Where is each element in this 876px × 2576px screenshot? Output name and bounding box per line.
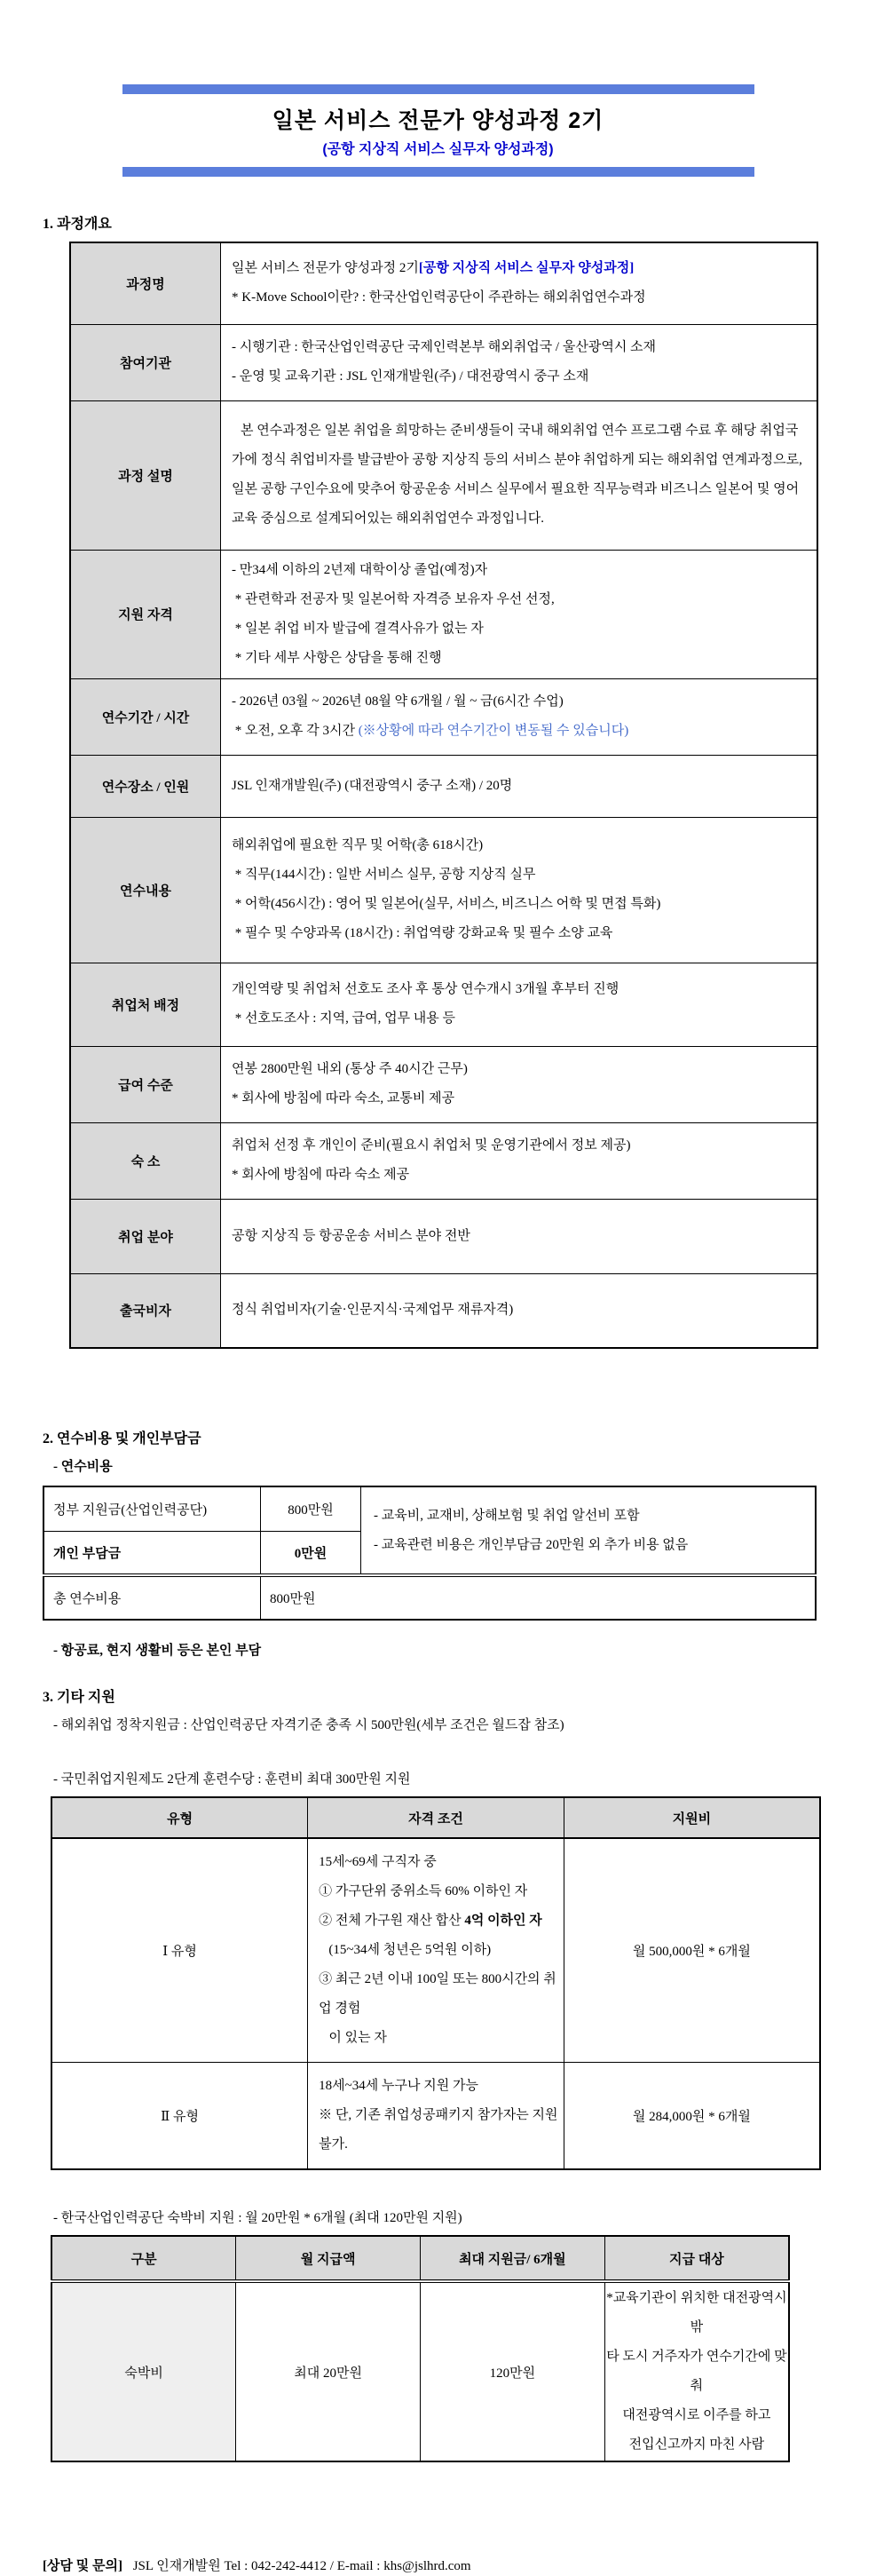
- self-pay-note: - 항공료, 현지 생활비 등은 본인 부담: [53, 1644, 262, 1658]
- course-name-line: [232, 254, 809, 283]
- target-line: *교육기관이 위치한 대전광역시 밖: [606, 2291, 791, 2334]
- eligibility-line: * 관련학과 전공자 및 일본어학 자격증 보유자 우선 선정,: [232, 591, 555, 606]
- lodging-header-max: 최대 지원금/ 6개월: [421, 2236, 605, 2281]
- row-content: [221, 755, 818, 817]
- lodging-table: [51, 2235, 790, 2462]
- housing-line: 취업처 선정 후 개인이 준비(필요시 취업처 및 운영기관에서 정보 제공): [232, 1138, 631, 1153]
- support-header-conditions: 자격 조건: [308, 1797, 564, 1838]
- condition-line: 15세~69세 구직자 중: [319, 1855, 437, 1869]
- page-subtitle: (공항 지상직 서비스 실무자 양성과정): [322, 142, 554, 157]
- target-line: 대전광역시로 이주를 하고: [622, 2408, 771, 2422]
- row-content: [221, 400, 818, 550]
- document-page: [0, 84, 876, 2576]
- target-line: 타 도시 거주자가 연수기간에 맞춰: [606, 2350, 787, 2393]
- cost-row-government: [43, 1486, 816, 1531]
- eligibility-line: * 기타 세부 사항은 상담을 통해 진행: [232, 650, 442, 665]
- contact-label: [상담 및 문의]: [43, 2559, 122, 2573]
- row-content: [221, 324, 818, 400]
- placement-line: 개인역량 및 취업처 선호도 조사 후 통상 연수개시 3개월 후부터 진행: [232, 982, 620, 996]
- table-row-housing: [70, 1122, 817, 1199]
- top-accent-bar: [122, 84, 754, 94]
- row-content: [221, 678, 818, 755]
- support-amount: 월 500,000원 * 6개월: [564, 1838, 820, 2063]
- lodging-header-target: 지급 대상: [604, 2236, 789, 2281]
- contact-footer: [43, 2556, 876, 2574]
- contact-info: JSL 인재개발원 Tel : 042-242-4412 / E-mail : khs@jslhrd.com: [132, 2559, 471, 2573]
- row-label: 취업처 배정: [70, 963, 221, 1046]
- page-title: 일본 서비스 전문가 양성과정 2기: [272, 108, 604, 133]
- row-label: 취업 분야: [70, 1199, 221, 1273]
- condition-line: (15~34세 청년은 5억원 이하): [319, 1943, 492, 1957]
- curriculum-line: 해외취업에 필요한 직무 및 어학(총 618시간): [232, 838, 484, 852]
- table-row-location: [70, 755, 817, 817]
- condition-line: ① 가구단위 중위소득 60% 이하인 자: [319, 1884, 528, 1898]
- row-label: 급여 수준: [70, 1046, 221, 1122]
- support-type: Ⅰ 유형: [51, 1838, 308, 2063]
- support-type: Ⅱ 유형: [51, 2063, 308, 2170]
- header-accent-bar: [122, 167, 754, 177]
- cost-notes: [361, 1486, 817, 1575]
- section-1-heading: 1. 과정개요: [43, 217, 112, 232]
- section-2-heading: 2. 연수비용 및 개인부담금: [43, 1431, 201, 1447]
- placement-line: * 선호도조사 : 지역, 급여, 업무 내용 등: [232, 1011, 456, 1026]
- support-amount: 월 284,000원 * 6개월: [564, 2063, 820, 2170]
- row-content: [221, 1273, 818, 1348]
- period-note-text: * 오전, 오후 각 3시간: [232, 724, 359, 738]
- row-content: [221, 963, 818, 1046]
- lodging-support-bullet: - 한국산업인력공단 숙박비 지원 : 월 20만원 * 6개월 (최대 120만원 지원): [53, 2211, 462, 2225]
- support-conditions: [308, 2063, 564, 2170]
- row-label: 지원 자격: [70, 550, 221, 678]
- cost-table: [43, 1486, 817, 1621]
- support-type-table: [51, 1796, 821, 2170]
- support-row-type1: [51, 1838, 820, 2063]
- cost-note-line: - 교육관련 비용은 개인부담금 20만원 외 추가 비용 없음: [374, 1537, 689, 1552]
- salary-line: 연봉 2800만원 내외 (통상 주 40시간 근무): [232, 1062, 468, 1076]
- support-row-type2: [51, 2063, 820, 2170]
- lodging-header-category: 구분: [51, 2236, 236, 2281]
- table-row-salary: [70, 1046, 817, 1122]
- row-content: [221, 242, 818, 324]
- eligibility-line: - 만34세 이하의 2년제 대학이상 졸업(예정)자: [232, 562, 488, 577]
- row-content: [221, 550, 818, 678]
- table-row-organizations: [70, 324, 817, 400]
- table-row-visa: [70, 1273, 817, 1348]
- period-line: - 2026년 03월 ~ 2026년 08월 약 6개월 / 월 ~ 금(6시간 수업): [232, 694, 564, 709]
- curriculum-line: * 필수 및 수양과목 (18시간) : 취업역량 강화교육 및 필수 소양 교육: [232, 926, 613, 940]
- support-header-type: 유형: [51, 1797, 308, 1838]
- table-row-period: [70, 678, 817, 755]
- condition-line: 18세~34세 누구나 지원 가능: [319, 2079, 478, 2093]
- lodging-data-row: [51, 2281, 789, 2461]
- condition-line: [319, 1906, 558, 1936]
- cost-note-line: - 교육비, 교재비, 상해보험 및 취업 알선비 포함: [374, 1508, 640, 1523]
- period-note-highlight: (※상황에 따라 연수기간이 변동될 수 있습니다): [358, 724, 629, 738]
- row-content: [221, 1046, 818, 1122]
- period-note-line: [232, 717, 809, 746]
- condition-text: ② 전체 가구원 재산 합산: [319, 1914, 465, 1928]
- location-line: JSL 인재개발원(주) (대전광역시 중구 소재) / 20명: [232, 778, 513, 793]
- cost-label: 개인 부담금: [43, 1531, 261, 1575]
- cost-row-total: [43, 1575, 816, 1620]
- lodging-category: 숙박비: [51, 2281, 236, 2461]
- row-content: [221, 817, 818, 963]
- condition-line: ③ 최근 2년 이내 100일 또는 800시간의 취업 경험: [319, 1972, 556, 2016]
- cost-label: 총 연수비용: [43, 1575, 261, 1620]
- kmove-note: * K-Move School이란? : 한국산업인력공단이 주관하는 해외취업연수과정: [232, 290, 646, 305]
- lodging-monthly: 최대 20만원: [236, 2281, 421, 2461]
- salary-line: * 회사에 방침에 따라 숙소, 교통비 제공: [232, 1091, 455, 1106]
- condition-highlight: 4억 이하인 자: [464, 1914, 542, 1928]
- curriculum-line: * 어학(456시간) : 영어 및 일본어(실무, 서비스, 비즈니스 어학 및 면접 특화): [232, 897, 661, 911]
- lodging-max: 120만원: [421, 2281, 605, 2461]
- row-label: 연수장소 / 인원: [70, 755, 221, 817]
- row-label: 참여기관: [70, 324, 221, 400]
- condition-line: 이 있는 자: [319, 2031, 387, 2045]
- condition-line: ※ 단, 기존 취업성공패키지 참가자는 지원 불가.: [319, 2108, 562, 2152]
- lodging-target: [604, 2281, 789, 2461]
- support-header-row: [51, 1797, 820, 1838]
- support-header-amount: 지원비: [564, 1797, 820, 1838]
- course-overview-table: [69, 242, 818, 1349]
- cost-amount: 800만원: [261, 1486, 361, 1531]
- lodging-header-row: [51, 2236, 789, 2281]
- job-field-line: 공항 지상직 등 항공운송 서비스 분야 전반: [232, 1228, 470, 1243]
- cost-label: 정부 지원금(산업인력공단): [43, 1486, 261, 1531]
- training-allowance-bullet: - 국민취업지원제도 2단계 훈련수당 : 훈련비 최대 300만원 지원: [53, 1772, 411, 1787]
- visa-line: 정식 취업비자(기술·인문지식·국제업무 재류자격): [232, 1303, 514, 1318]
- org-line: - 운영 및 교육기관 : JSL 인재개발원(주) / 대전광역시 중구 소재: [232, 369, 589, 384]
- course-description: 본 연수과정은 일본 취업을 희망하는 준비생들이 국내 해외취업 연수 프로그램 수료 후 해당 취업국가에 정식 취업비자를 발급받아 공항 지상직 등의 서비스 분야 취업하게 되는 해외취업 연계과정으로, 일본 공항 구인수요에 맞추어 항공운송 서비스 실무에서 필요한 직무능력과 비즈니스 일본어 및 영어 교육 중심으로 설계되어있는 해외취업연수 과정입니다.: [232, 424, 806, 526]
- org-line: - 시행기관 : 한국산업인력공단 국제인력본부 해외취업국 / 울산광역시 소재: [232, 340, 657, 354]
- table-row-eligibility: [70, 550, 817, 678]
- row-label: 과정 설명: [70, 400, 221, 550]
- table-row-course-name: [70, 242, 817, 324]
- course-name-highlight: [공항 지상직 서비스 실무자 양성과정]: [418, 261, 635, 276]
- housing-line: * 회사에 방침에 따라 숙소 제공: [232, 1168, 410, 1182]
- row-label: 숙 소: [70, 1122, 221, 1199]
- row-label: 연수기간 / 시간: [70, 678, 221, 755]
- support-conditions: [308, 1838, 564, 2063]
- curriculum-line: * 직무(144시간) : 일반 서비스 실무, 공항 지상직 실무: [232, 868, 536, 882]
- cost-amount: 800만원: [261, 1575, 817, 1620]
- row-content: [221, 1122, 818, 1199]
- row-label: 연수내용: [70, 817, 221, 963]
- table-row-job-placement: [70, 963, 817, 1046]
- eligibility-line: * 일본 취업 비자 발급에 결격사유가 없는 자: [232, 621, 484, 636]
- row-label: 출국비자: [70, 1273, 221, 1348]
- cost-amount: 0만원: [261, 1531, 361, 1575]
- table-row-curriculum: [70, 817, 817, 963]
- table-row-description: [70, 400, 817, 550]
- target-line: 전입신고까지 마친 사람: [628, 2437, 765, 2452]
- course-name-text: 일본 서비스 전문가 양성과정 2기: [232, 261, 419, 276]
- cost-subheading: - 연수비용: [53, 1460, 113, 1474]
- row-content: [221, 1199, 818, 1273]
- lodging-header-monthly: 월 지급액: [236, 2236, 421, 2281]
- settlement-support-bullet: - 해외취업 정착지원금 : 산업인력공단 자격기준 충족 시 500만원(세부 조건은 월드잡 참조): [53, 1718, 564, 1732]
- table-row-job-field: [70, 1199, 817, 1273]
- row-label: 과정명: [70, 242, 221, 324]
- section-3-heading: 3. 기타 지원: [43, 1690, 115, 1705]
